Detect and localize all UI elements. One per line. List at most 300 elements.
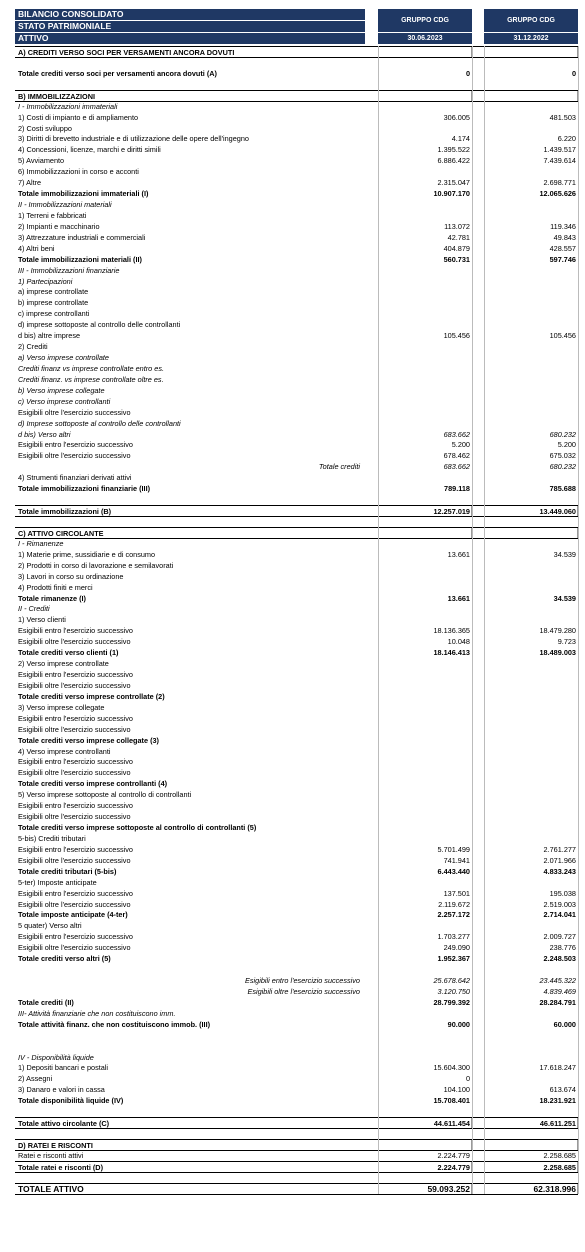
value-2023: 10.907.170 [433, 189, 470, 199]
table-row [15, 756, 578, 767]
value-2023: 2.119.672 [438, 899, 470, 909]
row-label: Totale imposte anticipate (4-ter) [18, 910, 128, 920]
value-2022: 481.503 [549, 112, 576, 122]
row-label: III- Attività finanziarie che non costituiscono imm. [18, 1008, 176, 1018]
table-row [15, 1084, 578, 1095]
row-label: 4) Verso imprese controllanti [18, 746, 111, 756]
value-2023: 789.118 [444, 484, 470, 494]
row-label: Esigibili oltre l'esercizio successivo [18, 855, 131, 865]
table-row [15, 396, 578, 407]
row-label: D) RATEI E RISCONTI [18, 1141, 93, 1150]
value-2023: 2.224.779 [437, 1162, 470, 1172]
row-label: A) CREDITI VERSO SOCI PER VERSAMENTI ANCORA DOVUTI [18, 48, 235, 57]
cell-outline [378, 1184, 472, 1194]
row-label: c) imprese controllanti [18, 309, 90, 319]
row-label: d bis) altre imprese [18, 331, 81, 341]
table-row [15, 199, 578, 210]
row-label: a) Verso imprese controllate [18, 353, 109, 363]
table-row [15, 702, 578, 713]
value-2022: 7.439.614 [543, 156, 576, 166]
value-2022: 428.557 [549, 243, 576, 253]
value-2022: 785.688 [549, 484, 576, 494]
table-row [15, 549, 578, 560]
row-label: d) Imprese sottoposte al controllo delle controllanti [18, 418, 181, 428]
value-2022: 34.539 [553, 593, 576, 603]
row-label: Esigibili oltre l'esercizio successivo [18, 680, 131, 690]
value-2023: 249.090 [443, 943, 470, 953]
value-2022: 23.445.322 [539, 976, 576, 986]
table-row [15, 188, 578, 199]
value-2023: 12.257.019 [433, 507, 470, 517]
cell-outline [378, 528, 472, 538]
table-row [15, 177, 578, 188]
row-label: Esigibili entro l'esercizio successivo [18, 932, 133, 942]
table-row [15, 483, 578, 494]
table-row [15, 68, 578, 79]
value-2022: 238.776 [549, 943, 576, 953]
table-row [15, 735, 578, 746]
row-label: 4) Prodotti finiti e merci [18, 582, 93, 592]
value-2023: 59.093.252 [427, 1183, 470, 1194]
table-row [15, 625, 578, 636]
value-2022: 195.038 [549, 888, 576, 898]
value-2023: 2.315.047 [437, 178, 470, 188]
row-label: 5-ter) Imposte anticipate [18, 877, 97, 887]
table-row [15, 811, 578, 822]
spacer-row [15, 1041, 578, 1052]
value-2022: 0 [571, 68, 576, 78]
row-label: 3) Attrezzature industriali e commerciali [18, 232, 146, 242]
table-row [15, 297, 578, 308]
value-2022: 18.479.280 [539, 626, 576, 636]
value-2022: 17.618.247 [539, 1063, 576, 1073]
table-row [15, 439, 578, 450]
row-label: 7) Altre [18, 178, 42, 188]
row-label: Totale immobilizzazioni immateriali (I) [18, 189, 149, 199]
row-label: I - Rimanenze [18, 538, 64, 548]
value-2022: 4.839.469 [543, 986, 576, 996]
column-rule [578, 46, 579, 1194]
table-row [15, 123, 578, 134]
value-2022: 2.761.277 [543, 844, 576, 854]
row-label: 1) Materie prime, sussidiarie e di consumo [18, 549, 156, 559]
value-2023: 104.100 [443, 1085, 470, 1095]
table-row [15, 789, 578, 800]
value-2023: 6.886.422 [437, 156, 470, 166]
table-row [15, 746, 578, 757]
spacer-row [15, 516, 578, 527]
value-2023: 18.136.365 [433, 626, 470, 636]
table-row [15, 243, 578, 254]
row-label: Esigibili oltre l'esercizio successivo [18, 768, 131, 778]
col2-title: GRUPPO CDG [484, 9, 578, 32]
table-row [15, 767, 578, 778]
value-2023: 113.072 [444, 221, 470, 231]
row-label: 1) Costi di impianto e di ampliamento [18, 112, 139, 122]
value-2022: 613.674 [549, 1085, 576, 1095]
row-label: IV - Disponibilità liquide [18, 1052, 94, 1062]
cell-outline [484, 1140, 578, 1150]
row-label: 2) Costi sviluppo [18, 123, 72, 133]
value-2022: 49.843 [553, 232, 576, 242]
cell-outline [484, 506, 578, 516]
table-row [15, 953, 578, 964]
value-2023: 741.941 [443, 855, 470, 865]
value-2022: 4.833.243 [543, 866, 576, 876]
value-2022: 2.248.503 [543, 954, 576, 964]
table-row [15, 363, 578, 374]
row-label: 3) Danaro e valori in cassa [18, 1085, 105, 1095]
row-label: 1) Verso clienti [18, 615, 66, 625]
value-2022: 9.723 [557, 637, 576, 647]
value-2023: 678.462 [443, 451, 470, 461]
row-label: Totale immobilizzazioni materiali (II) [18, 254, 142, 264]
value-2022: 2.698.771 [543, 178, 576, 188]
value-2023: 5.200 [451, 440, 470, 450]
row-label: Totale rimanenze (I) [18, 593, 86, 603]
row-label: Crediti finanz vs imprese controllate entro es. [18, 363, 165, 373]
table-row [15, 833, 578, 844]
cell-outline [484, 47, 578, 57]
table-row [15, 822, 578, 833]
column-rule [484, 46, 485, 1194]
value-2023: 2.257.172 [437, 910, 470, 920]
table-row [15, 582, 578, 593]
value-2022: 2.258.685 [543, 1150, 576, 1160]
table-row [15, 997, 578, 1008]
value-2022: 13.449.060 [539, 507, 576, 517]
table-row [15, 603, 578, 614]
row-label: Totale attività finanz. che non costituiscono immob. (III) [18, 1019, 211, 1029]
table-row [15, 1052, 578, 1063]
row-label: b) imprese controllate [18, 298, 89, 308]
value-2022: 28.284.791 [539, 997, 576, 1007]
table-row [15, 265, 578, 276]
row-label: II - Crediti [18, 604, 50, 614]
value-2022: 62.318.996 [533, 1183, 576, 1194]
row-label: Totale ratei e risconti (D) [18, 1162, 104, 1172]
value-2023: 6.443.440 [437, 866, 470, 876]
value-2023: 25.678.642 [433, 976, 470, 986]
table-row [15, 210, 578, 221]
value-2023: 105.456 [443, 331, 470, 341]
value-2023: 90.000 [447, 1019, 470, 1029]
cell-outline [484, 528, 578, 538]
table-row [15, 133, 578, 144]
row-label: Esigibili entro l'esercizio successivo [18, 626, 133, 636]
row-label: Esigibili oltre l'esercizio successivo [247, 986, 360, 996]
row-label: 5) Verso imprese sottoposte al controllo di controllanti [18, 790, 192, 800]
value-2023: 683.662 [443, 429, 470, 439]
row-label: Totale crediti verso clienti (1) [18, 648, 119, 658]
cell-outline [484, 1162, 578, 1172]
column-rule [472, 46, 473, 1194]
header-title-2: STATO PATRIMONIALE [15, 21, 365, 32]
table-row [15, 221, 578, 232]
value-2023: 13.661 [447, 593, 470, 603]
table-row [15, 352, 578, 363]
row-label: Esigibili entro l'esercizio successivo [18, 801, 133, 811]
row-label: Esigibili oltre l'esercizio successivo [18, 637, 131, 647]
table-row [15, 800, 578, 811]
table-row [15, 385, 578, 396]
table-row [15, 975, 578, 986]
table-row [15, 920, 578, 931]
cell-outline [378, 506, 472, 516]
row-label: 2) Verso imprese controllate [18, 659, 109, 669]
row-label: Totale disponibilità liquide (IV) [18, 1096, 124, 1106]
value-2023: 404.879 [443, 243, 470, 253]
row-label: Totale crediti verso altri (5) [18, 954, 111, 964]
row-label: Esigibili oltre l'esercizio successivo [18, 943, 131, 953]
row-label: Esigibili entro l'esercizio successivo [18, 440, 133, 450]
row-label: III - Immobilizzazioni finanziarie [18, 265, 120, 275]
table-row [15, 658, 578, 669]
row-label: 6) Immobilizzazioni in corso e acconti [18, 167, 139, 177]
table-row [15, 571, 578, 582]
row-label: 5-bis) Crediti tributari [18, 833, 86, 843]
row-label: Esigibili oltre l'esercizio successivo [18, 407, 131, 417]
row-label: 1) Partecipazioni [18, 276, 73, 286]
table-row [15, 308, 578, 319]
table-row [15, 713, 578, 724]
row-label: 4) Concessioni, licenze, marchi e diritti simili [18, 145, 161, 155]
table-row [15, 319, 578, 330]
col2-date: 31.12.2022 [484, 33, 578, 44]
col1-title: GRUPPO CDG [378, 9, 472, 32]
value-2023: 137.501 [443, 888, 470, 898]
value-2023: 560.731 [443, 254, 470, 264]
value-2023: 306.005 [443, 112, 470, 122]
table-row [15, 593, 578, 604]
value-2022: 2.258.685 [543, 1162, 576, 1172]
row-label: Esigibili entro l'esercizio successivo [18, 713, 133, 723]
value-2023: 683.662 [443, 462, 470, 472]
row-label: Crediti finanz. vs imprese controllate oltre es. [18, 374, 164, 384]
value-2023: 1.952.367 [437, 954, 470, 964]
table-row [15, 888, 578, 899]
row-label: Esigibili entro l'esercizio successivo [18, 844, 133, 854]
value-2023: 5.701.499 [437, 844, 470, 854]
row-label: 1) Depositi bancari e postali [18, 1063, 109, 1073]
row-label: Totale crediti verso imprese collegate (3) [18, 735, 159, 745]
row-label: a) imprese controllate [18, 287, 89, 297]
row-label: Totale crediti [318, 462, 360, 472]
col1-date: 30.06.2023 [378, 33, 472, 44]
table-row [15, 724, 578, 735]
cell-outline [378, 91, 472, 101]
header-title-1: BILANCIO CONSOLIDATO [15, 9, 365, 20]
table-row [15, 931, 578, 942]
table-row [15, 669, 578, 680]
value-2023: 4.174 [451, 134, 470, 144]
value-2023: 15.604.300 [433, 1063, 470, 1073]
table-row [15, 691, 578, 702]
table-row [15, 330, 578, 341]
row-label: Totale crediti tributari (5-bis) [18, 866, 117, 876]
value-2023: 0 [465, 1074, 470, 1084]
spacer-row [15, 1106, 578, 1117]
value-2022: 18.231.921 [539, 1096, 576, 1106]
table-row [15, 909, 578, 920]
value-2023: 2.224.779 [437, 1150, 470, 1160]
spacer-row [15, 1030, 578, 1041]
row-label: 1) Terreni e fabbricati [18, 210, 87, 220]
table-row [15, 942, 578, 953]
value-2023: 15.708.401 [433, 1096, 470, 1106]
table-row [15, 1062, 578, 1073]
spacer-row [15, 1172, 578, 1183]
row-label: C) ATTIVO CIRCOLANTE [18, 528, 104, 538]
row-label: 2) Assegni [18, 1074, 53, 1084]
value-2022: 18.489.003 [539, 648, 576, 658]
row-label: 5 quater) Verso altri [18, 921, 82, 931]
value-2022: 2.009.727 [543, 932, 576, 942]
value-2022: 2.714.041 [543, 910, 576, 920]
table-row [15, 155, 578, 166]
table-row [15, 254, 578, 265]
row-label: d bis) Verso altri [18, 429, 71, 439]
row-label: c) Verso imprese controllanti [18, 396, 111, 406]
table-row [15, 166, 578, 177]
value-2022: 46.611.251 [539, 1119, 576, 1129]
table-row [15, 341, 578, 352]
value-2022: 119.346 [550, 221, 576, 231]
value-2023: 44.611.454 [433, 1119, 470, 1129]
row-label: Esigibili entro l'esercizio successivo [18, 888, 133, 898]
value-2023: 42.781 [447, 232, 470, 242]
table-row [15, 647, 578, 658]
row-label: Esigibili entro l'esercizio successivo [18, 757, 133, 767]
row-label: Totale crediti verso imprese controllate (2) [18, 691, 165, 701]
table-row [15, 461, 578, 472]
table-row [15, 844, 578, 855]
value-2023: 3.120.750 [437, 986, 470, 996]
spacer-row [15, 79, 578, 90]
value-2022: 2.071.966 [543, 855, 576, 865]
table-row [15, 680, 578, 691]
row-label: Totale crediti verso soci per versamenti ancora dovuti (A) [18, 68, 217, 78]
value-2023: 0 [465, 68, 470, 78]
value-2023: 10.048 [447, 637, 470, 647]
value-2023: 1.703.277 [437, 932, 470, 942]
row-label: Totale crediti (II) [18, 997, 74, 1007]
row-label: Esigibili oltre l'esercizio successivo [18, 812, 131, 822]
table-row [15, 472, 578, 483]
table-row [15, 232, 578, 243]
table-row [15, 1095, 578, 1106]
table-row [15, 418, 578, 429]
value-2023: 28.799.392 [433, 997, 470, 1007]
value-2022: 1.439.517 [543, 145, 576, 155]
table-row [15, 778, 578, 789]
table-row [15, 866, 578, 877]
value-2022: 34.539 [553, 549, 576, 559]
row-label: Esigibili entro l'esercizio successivo [245, 976, 360, 986]
value-2022: 597.746 [549, 254, 576, 264]
row-label: 2) Prodotti in corso di lavorazione e semilavorati [18, 560, 174, 570]
row-label: 2) Impianti e macchinario [18, 221, 100, 231]
table-row [15, 614, 578, 625]
row-label: B) IMMOBILIZZAZIONI [18, 91, 96, 101]
row-label: 3) Diritti di brevetto industriale e di utilizzazione delle opere dell'ingegno [18, 134, 249, 144]
cell-outline [484, 91, 578, 101]
cell-outline [378, 47, 472, 57]
row-label: Esigibili oltre l'esercizio successivo [18, 451, 131, 461]
table-row [15, 899, 578, 910]
table-row [15, 1150, 578, 1161]
row-label: 4) Strumenti finanziari derivati attivi [18, 473, 132, 483]
value-2023: 13.661 [447, 549, 470, 559]
table-row [15, 450, 578, 461]
row-label: Esigibili oltre l'esercizio successivo [18, 724, 131, 734]
value-2022: 680.232 [549, 462, 576, 472]
value-2022: 5.200 [557, 440, 576, 450]
row-label: TOTALE ATTIVO [18, 1183, 84, 1194]
header-title-3: ATTIVO [15, 33, 365, 44]
spacer-row [15, 1128, 578, 1139]
spacer-row [15, 494, 578, 505]
row-label: Totale immobilizzazioni finanziarie (III) [18, 484, 151, 494]
table-row [15, 286, 578, 297]
row-label: b) Verso imprese collegate [18, 385, 105, 395]
row-label: Ratei e risconti attivi [18, 1150, 84, 1160]
table-row [15, 429, 578, 440]
row-label: d) imprese sottoposte al controllo delle controllanti [18, 320, 181, 330]
row-label: 3) Verso imprese collegate [18, 702, 105, 712]
table-row [15, 986, 578, 997]
value-2023: 18.146.413 [433, 648, 470, 658]
cell-outline [378, 1140, 472, 1150]
value-2023: 1.395.522 [437, 145, 470, 155]
row-label: 4) Altri beni [18, 243, 55, 253]
table-row [15, 1019, 578, 1030]
table-row [15, 855, 578, 866]
row-label: Totale crediti verso imprese controllanti (4) [18, 779, 168, 789]
value-2022: 60.000 [553, 1019, 576, 1029]
table-row [15, 1008, 578, 1019]
table-row [15, 112, 578, 123]
value-2022: 105.456 [549, 331, 576, 341]
value-2022: 12.065.626 [539, 189, 576, 199]
value-2022: 675.032 [549, 451, 576, 461]
table-row [15, 538, 578, 549]
table-row [15, 560, 578, 571]
table-row [15, 407, 578, 418]
row-label: Esigibili entro l'esercizio successivo [18, 670, 133, 679]
table-row [15, 144, 578, 155]
row-label: Totale immobilizzazioni (B) [18, 507, 112, 517]
value-2022: 2.519.003 [543, 899, 576, 909]
row-label: Esigibili oltre l'esercizio successivo [18, 899, 131, 909]
table-row [15, 1073, 578, 1084]
row-label: 3) Lavori in corso su ordinazione [18, 571, 124, 581]
row-label: Totale attivo circolante (C) [18, 1119, 110, 1129]
row-label: I - Immobilizzazioni immateriali [18, 101, 118, 111]
row-label: 2) Crediti [18, 342, 48, 352]
cell-outline [484, 1118, 578, 1128]
cell-outline [378, 1162, 472, 1172]
table-row [15, 877, 578, 888]
table-row [15, 101, 578, 112]
row-label: II - Immobilizzazioni materiali [18, 200, 112, 210]
row-label: 5) Avviamento [18, 156, 65, 166]
cell-outline [484, 1184, 578, 1194]
spacer-row [15, 57, 578, 68]
column-rule [378, 46, 379, 1194]
table-row [15, 276, 578, 287]
value-2022: 680.232 [549, 429, 576, 439]
